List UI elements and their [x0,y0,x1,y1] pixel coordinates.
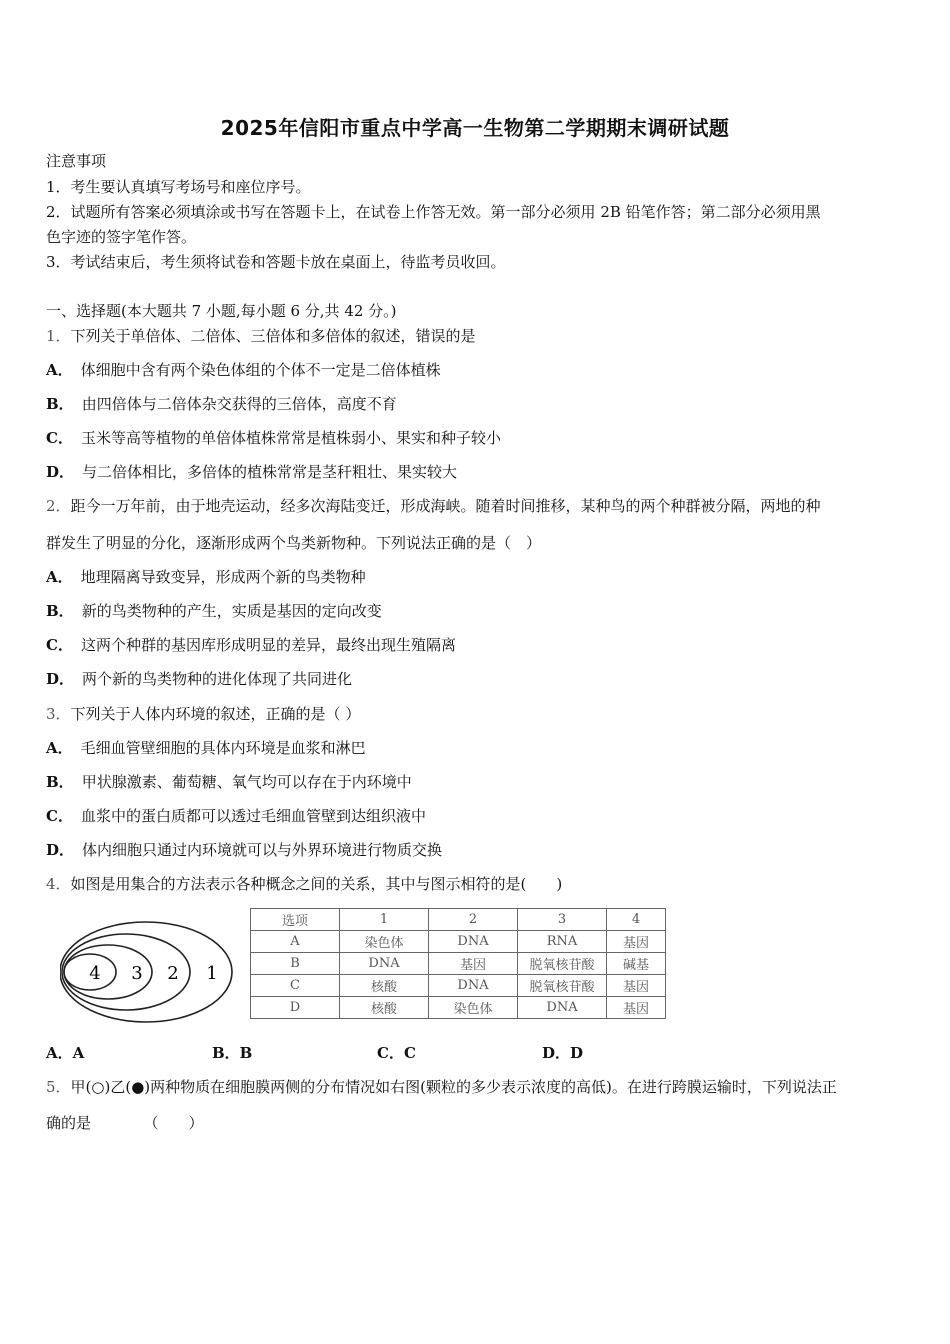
question-stem: 如图是用集合的方法表示各种概念之间的关系，其中与图示相符的是( ) [70,875,563,893]
table-row [251,975,666,997]
option-letter: B． [46,773,74,791]
option-letter: D． [46,841,75,859]
option [46,738,366,758]
table-header-cell: 2 [429,909,518,931]
table-row [251,931,666,953]
answer-choice: C．C [377,1044,416,1062]
question-number: 3． [46,705,71,723]
question-number: 1． [46,327,71,345]
table-cell: 基因 [607,975,666,997]
table-cell: RNA [518,931,607,953]
question-3 [46,704,360,724]
table-cell: A [251,931,340,953]
option-text: 与二倍体相比，多倍体的植株常常是茎秆粗壮、果实较大 [82,463,458,481]
table-cell: DNA [340,953,429,975]
answer-choice: D．D [542,1044,584,1062]
option [46,635,456,655]
option-text: 毛细血管壁细胞的具体内环境是血浆和淋巴 [80,739,366,757]
table-row [251,997,666,1019]
table-cell: DNA [518,997,607,1019]
table-header-cell: 3 [518,909,607,931]
table-header-cell: 1 [340,909,429,931]
option-text: 地理隔离导致变异，形成两个新的鸟类物种 [80,568,366,586]
table-cell: 基因 [607,931,666,953]
question-number: 4． [46,875,71,893]
notice-item: 3．考试结束后，考生须将试卷和答题卡放在桌面上，待监考员收回。 [46,253,506,271]
answer-choice: B．B [212,1044,253,1062]
option-text: 体内细胞只通过内环境就可以与外界环境进行物质交换 [82,841,443,859]
option-letter: D． [46,670,75,688]
option-text: 血浆中的蛋白质都可以透过毛细血管壁到达组织液中 [80,807,426,825]
option [46,772,412,792]
option-text: 两个新的鸟类物种的进化体现了共同进化 [82,670,353,688]
option [46,394,397,414]
question-stem: 下列关于单倍体、二倍体、三倍体和多倍体的叙述，错误的是 [70,327,476,345]
option-letter: B． [46,395,74,413]
table-cell: D [251,997,340,1019]
page-title: 2025年信阳市重点中学高一生物第二学期期末调研试题 [220,116,730,140]
options-table [250,908,666,1019]
question-stem: 距今一万年前，由于地壳运动，经多次海陆变迁，形成海峡。随着时间推移，某种鸟的两个种群被分隔，两地的种 [70,497,821,515]
set-label: 1 [206,963,218,984]
table-cell: 碱基 [607,953,666,975]
question-stem: 下列关于人体内环境的叙述，正确的是（ ） [70,705,361,723]
question-number: 5． [46,1078,71,1096]
set-label: 2 [167,963,179,984]
section-heading: 一、选择题(本大题共 7 小题,每小题 6 分,共 42 分。) [46,302,397,320]
set-label: 3 [131,963,143,984]
question-stem-cont: 群发生了明显的分化，逐渐形成两个鸟类新物种。下列说法正确的是（ ） [46,534,542,552]
option-letter: A． [46,739,73,757]
option [46,360,441,380]
table-cell: DNA [429,931,518,953]
option [46,462,457,482]
table-cell: 脱氧核苷酸 [518,975,607,997]
table-cell: 核酸 [340,997,429,1019]
notice-item: 色字迹的签字笔作答。 [46,228,197,246]
option [46,669,352,689]
option-letter: A． [46,568,73,586]
set-label: 4 [89,963,101,984]
table-cell: B [251,953,340,975]
table-cell: 染色体 [429,997,518,1019]
option-text: 新的鸟类物种的产生，实质是基因的定向改变 [81,602,382,620]
option [46,567,366,587]
option-letter: C． [46,429,73,447]
option-letter: B． [46,602,74,620]
table-row [251,953,666,975]
table-cell: 基因 [607,997,666,1019]
question-5 [46,1077,837,1097]
notice-item: 2．试题所有答案必须填涂或书写在答题卡上，在试卷上作答无效。第一部分必须用 2B 铅笔作答；第二部分必须用黑 [46,203,821,221]
table-cell: DNA [429,975,518,997]
option-letter: D． [46,463,75,481]
option-text: 体细胞中含有两个染色体组的个体不一定是二倍体植株 [80,361,441,379]
table-cell: 核酸 [340,975,429,997]
notice-item: 1．考生要认真填写考场号和座位序号。 [46,178,311,196]
question-1 [46,326,476,346]
option-text: 玉米等高等植物的单倍体植株常常是植株弱小、果实和种子较小 [80,429,501,447]
option-text: 甲状腺激素、葡萄糖、氧气均可以存在于内环境中 [81,773,412,791]
question-stem: 甲(○)乙(●)两种物质在细胞膜两侧的分布情况如右图(颗粒的多少表示浓度的高低)。在进行跨膜运输时，下列说法正 [70,1078,837,1096]
table-header-row [251,909,666,931]
table-cell: 染色体 [340,931,429,953]
question-stem-cont: 确的是 （ ） [46,1114,204,1132]
table-cell: 基因 [429,953,518,975]
table-cell: C [251,975,340,997]
question-4 [46,874,562,894]
option [46,806,426,826]
option [46,601,382,621]
option-letter: A． [46,361,73,379]
option-text: 这两个种群的基因库形成明显的差异，最终出现生殖隔离 [80,636,456,654]
table-header-cell: 选项 [251,909,340,931]
table-cell: 脱氧核苷酸 [518,953,607,975]
answer-choice: A．A [46,1044,85,1062]
option [46,840,442,860]
option-letter: C． [46,807,73,825]
option [46,428,501,448]
table-header-cell: 4 [607,909,666,931]
option-text: 由四倍体与二倍体杂交获得的三倍体，高度不育 [81,395,397,413]
notice-heading: 注意事项 [46,152,107,170]
option-letter: C． [46,636,73,654]
question-2 [46,496,821,516]
concept-set-diagram [60,916,240,1026]
question-number: 2． [46,497,71,515]
